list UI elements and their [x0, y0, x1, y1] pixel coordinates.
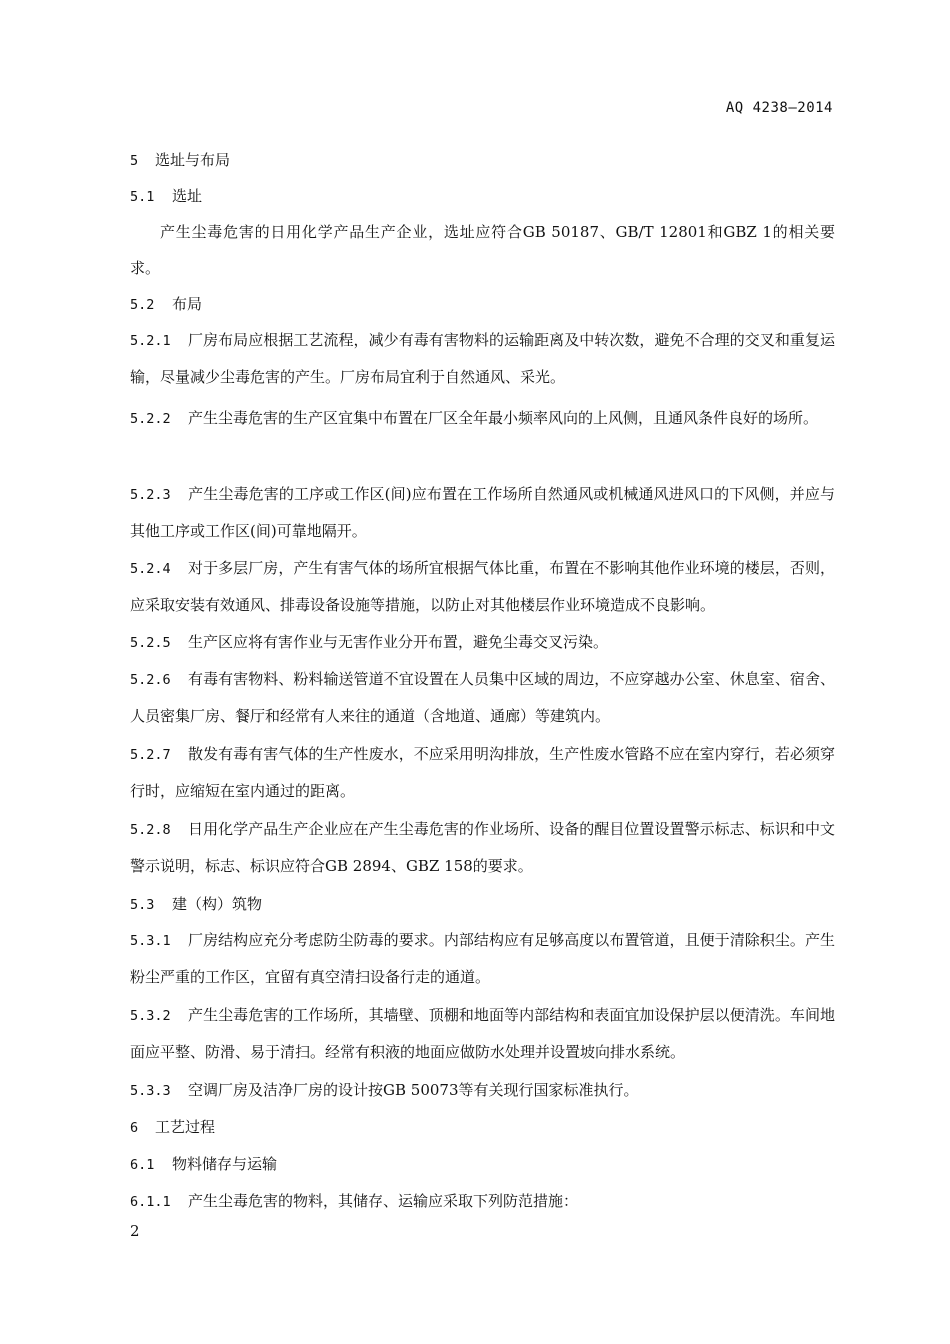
- clause-text: 产生尘毒危害的工作场所，其墙壁、顶棚和地面等内部结构和表面宜加设保护层以便清洗。车间地面应平整、防滑、易于清扫。经常有积液的地面应做防水处理并设置坡向排水系统。: [130, 1006, 835, 1061]
- section-6-1: [130, 1146, 835, 1183]
- section-title: 工艺过程: [155, 1118, 216, 1136]
- clause-number: 5.2.4: [130, 561, 171, 577]
- clause-number: 5.2.1: [130, 333, 171, 349]
- clause-text: 有毒有害物料、粉料输送管道不宜设置在人员集中区域的周边，不应穿越办公室、休息室、宿舍、人员密集厂房、餐厅和经常有人来往的通道（含地道、通廊）等建筑内。: [130, 670, 835, 725]
- clause-number: 6.1.1: [130, 1194, 171, 1210]
- section-5-2: [130, 286, 835, 323]
- section-title: 选址: [172, 187, 203, 205]
- clause-6-1-1: [130, 1183, 835, 1220]
- clause-5-3-1: [130, 922, 835, 995]
- section-title: 建（构）筑物: [172, 895, 263, 913]
- section-6: [130, 1109, 835, 1146]
- section-title: 布局: [172, 295, 203, 313]
- clause-text: 对于多层厂房，产生有害气体的场所宜根据气体比重，布置在不影响其他作业环境的楼层，否则，应采取安装有效通风、排毒设备设施等措施，以防止对其他楼层作业环境造成不良影响。: [130, 559, 835, 614]
- clause-number: 5.3.2: [130, 1008, 171, 1024]
- clause-5-2-1: [130, 322, 835, 395]
- clause-text: 日用化学产品生产企业应在产生尘毒危害的作业场所、设备的醒目位置设置警示标志、标识和中文警示说明，标志、标识应符合GB 2894、GBZ 158的要求。: [130, 820, 835, 875]
- clause-text: 空调厂房及洁净厂房的设计按GB 50073等有关现行国家标准执行。: [188, 1081, 639, 1099]
- section-title: 物料储存与运输: [172, 1155, 278, 1173]
- section-number: 5: [130, 153, 139, 169]
- clause-5-2-8: [130, 811, 835, 884]
- section-5-1: [130, 178, 835, 215]
- section-number: 5.1: [130, 189, 155, 205]
- clause-text: 散发有毒有害气体的生产性废水，不应采用明沟排放，生产性废水管路不应在室内穿行，若必须穿行时，应缩短在室内通过的距离。: [130, 745, 835, 800]
- clause-text: 产生尘毒危害的物料，其储存、运输应采取下列防范措施：: [188, 1192, 579, 1210]
- clause-5-2-3: [130, 476, 835, 549]
- clause-5-2-2: [130, 400, 835, 437]
- section-title: 选址与布局: [155, 151, 231, 169]
- clause-5-2-4: [130, 550, 835, 623]
- section-number: 6.1: [130, 1157, 155, 1173]
- clause-text: 厂房结构应充分考虑防尘防毒的要求。内部结构应有足够高度以布置管道，且便于清除积尘。产生粉尘严重的工作区，宜留有真空清扫设备行走的通道。: [130, 931, 835, 986]
- clause-number: 5.2.5: [130, 635, 171, 651]
- clause-text: 厂房布局应根据工艺流程，减少有毒有害物料的运输距离及中转次数，避免不合理的交叉和重复运输，尽量减少尘毒危害的产生。厂房布局宜利于自然通风、采光。: [130, 331, 835, 386]
- clause-number: 5.2.7: [130, 747, 171, 763]
- clause-text: 产生尘毒危害的工序或工作区(间)应布置在工作场所自然通风或机械通风进风口的下风侧，并应与其他工序或工作区(间)可靠地隔开。: [130, 485, 835, 540]
- clause-number: 5.3.3: [130, 1083, 171, 1099]
- clause-5-2-6: [130, 661, 835, 734]
- document-code: AQ 4238—2014: [725, 100, 833, 116]
- paragraph-5-1: 产生尘毒危害的日用化学产品生产企业，选址应符合GB 50187、GB/T 12801和GBZ 1的相关要求。: [130, 223, 835, 277]
- clause-number: 5.2.6: [130, 672, 171, 688]
- clause-5-2-5: [130, 624, 835, 661]
- clause-text: 生产区应将有害作业与无害作业分开布置，避免尘毒交叉污染。: [188, 633, 609, 651]
- clause-5-3-2: [130, 997, 835, 1070]
- clause-number: 5.2.3: [130, 487, 171, 503]
- clause-number: 5.3.1: [130, 933, 171, 949]
- section-5-3: [130, 886, 835, 923]
- section-5: [130, 142, 835, 179]
- clause-text: 产生尘毒危害的生产区宜集中布置在厂区全年最小频率风向的上风侧，且通风条件良好的场所。: [188, 409, 819, 427]
- section-number: 5.2: [130, 297, 155, 313]
- clause-5-2-7: [130, 736, 835, 809]
- clause-5-3-3: [130, 1072, 835, 1109]
- section-number: 6: [130, 1120, 139, 1136]
- clause-number: 5.2.2: [130, 411, 171, 427]
- section-number: 5.3: [130, 897, 155, 913]
- page-number: 2: [130, 1222, 140, 1240]
- clause-number: 5.2.8: [130, 822, 171, 838]
